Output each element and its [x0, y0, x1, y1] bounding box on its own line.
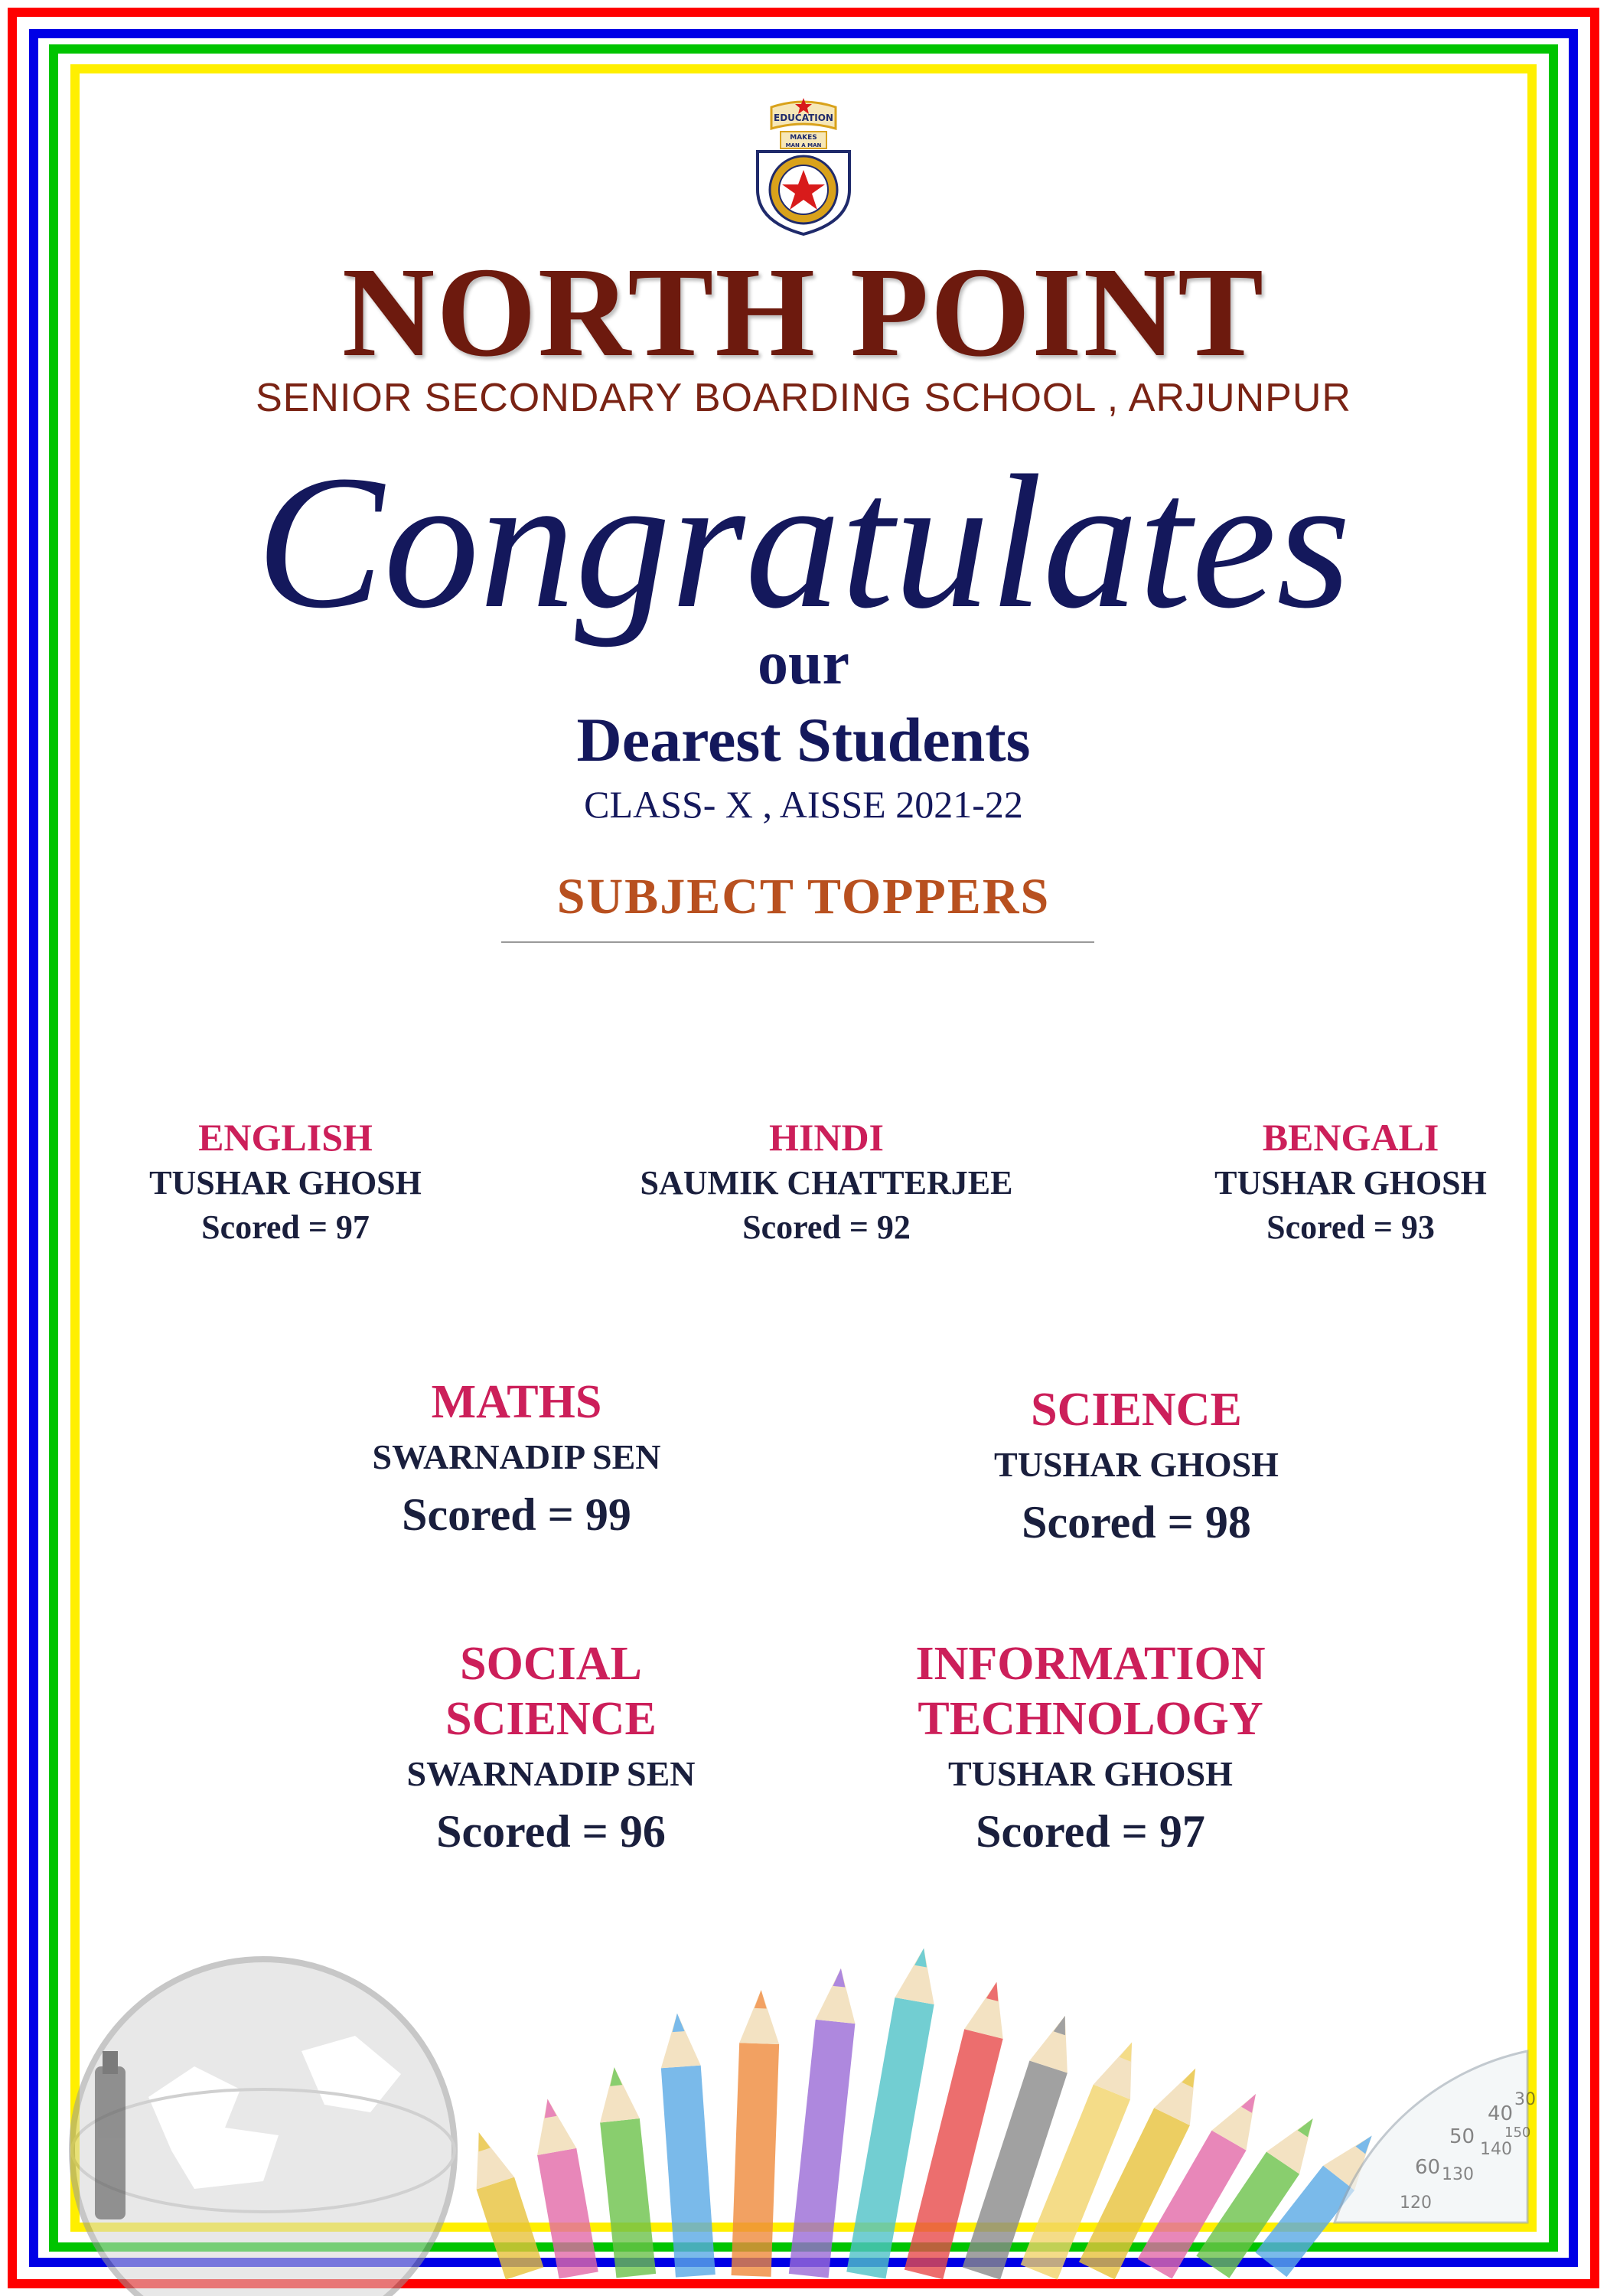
- topper-information-technology: [857, 1636, 1324, 1861]
- school-subtitle: SENIOR SECONDARY BOARDING SCHOOL , ARJUNPUR: [256, 376, 1351, 420]
- protractor-tick: 140: [1480, 2140, 1512, 2159]
- compass-icon: [95, 2051, 125, 2219]
- student-name: TUSHAR GHOSH: [948, 1754, 1233, 1793]
- crest-ribbon-mid-1: MAKES: [790, 134, 817, 142]
- school-crest-icon: [750, 98, 857, 236]
- student-name: SWARNADIP SEN: [372, 1437, 661, 1476]
- student-score: Scored = 93: [1266, 1208, 1435, 1246]
- class-line: CLASS- X , AISSE 2021-22: [584, 783, 1023, 826]
- section-title: SUBJECT TOPPERS: [556, 869, 1051, 925]
- pencil: [528, 2095, 598, 2278]
- headline-congratulates: Congratulates: [256, 436, 1351, 648]
- subject-label: HINDI: [768, 1116, 885, 1159]
- student-score: Scored = 98: [1022, 1497, 1251, 1548]
- subject-label: ENGLISH: [198, 1116, 373, 1159]
- protractor-tick: 150: [1504, 2125, 1531, 2141]
- subject-label-line-1: SOCIAL: [460, 1638, 642, 1690]
- topper-english: [90, 1114, 481, 1250]
- topper-science: [918, 1382, 1354, 1552]
- protractor-tick: 130: [1442, 2165, 1474, 2184]
- subject-label: BENGALI: [1262, 1116, 1439, 1159]
- subject-label: MATHS: [431, 1376, 602, 1428]
- pencil: [595, 2065, 656, 2278]
- school-name: NORTH POINT: [341, 241, 1266, 383]
- crest-ribbon-mid-2: MAN A MAN: [785, 142, 822, 148]
- student-score: Scored = 97: [976, 1806, 1205, 1857]
- protractor-tick: 50: [1449, 2125, 1475, 2148]
- crest-ribbon-top: EDUCATION: [774, 113, 833, 123]
- topper-bengali: [1171, 1114, 1530, 1250]
- student-name: SWARNADIP SEN: [406, 1754, 696, 1793]
- protractor-tick: 40: [1488, 2102, 1514, 2125]
- subject-label-line-2: SCIENCE: [445, 1693, 657, 1745]
- pencil: [732, 1989, 781, 2277]
- topper-hindi: [589, 1114, 1064, 1250]
- stationery-illustration: [80, 1898, 1536, 2223]
- greeting-our: our: [758, 630, 849, 697]
- student-name: TUSHAR GHOSH: [994, 1445, 1279, 1484]
- student-name: TUSHAR GHOSH: [149, 1164, 422, 1202]
- student-score: Scored = 99: [402, 1489, 631, 1540]
- pencils-icon: [460, 1945, 1387, 2280]
- pencil: [789, 1966, 861, 2278]
- protractor-icon: [1335, 2051, 1536, 2223]
- protractor-tick: 120: [1400, 2193, 1432, 2213]
- section-divider: [501, 941, 1094, 943]
- student-score: Scored = 92: [742, 1208, 911, 1246]
- student-name: TUSHAR GHOSH: [1214, 1164, 1487, 1202]
- subject-label-line-1: INFORMATION: [915, 1638, 1266, 1690]
- protractor-tick: 60: [1415, 2156, 1441, 2179]
- pencil: [460, 2126, 543, 2280]
- student-score: Scored = 96: [436, 1806, 666, 1857]
- greeting-dearest-students: Dearest Students: [576, 705, 1031, 775]
- student-score: Scored = 97: [201, 1208, 370, 1246]
- pencil: [657, 2012, 715, 2278]
- protractor-tick: 30: [1514, 2090, 1536, 2109]
- subject-label: SCIENCE: [1031, 1384, 1242, 1436]
- globe-icon: [72, 1959, 455, 2296]
- topper-maths: [298, 1375, 735, 1544]
- subject-label-line-2: TECHNOLOGY: [918, 1693, 1263, 1745]
- student-name: SAUMIK CHATTERJEE: [640, 1164, 1013, 1202]
- topper-social-science: [329, 1636, 773, 1861]
